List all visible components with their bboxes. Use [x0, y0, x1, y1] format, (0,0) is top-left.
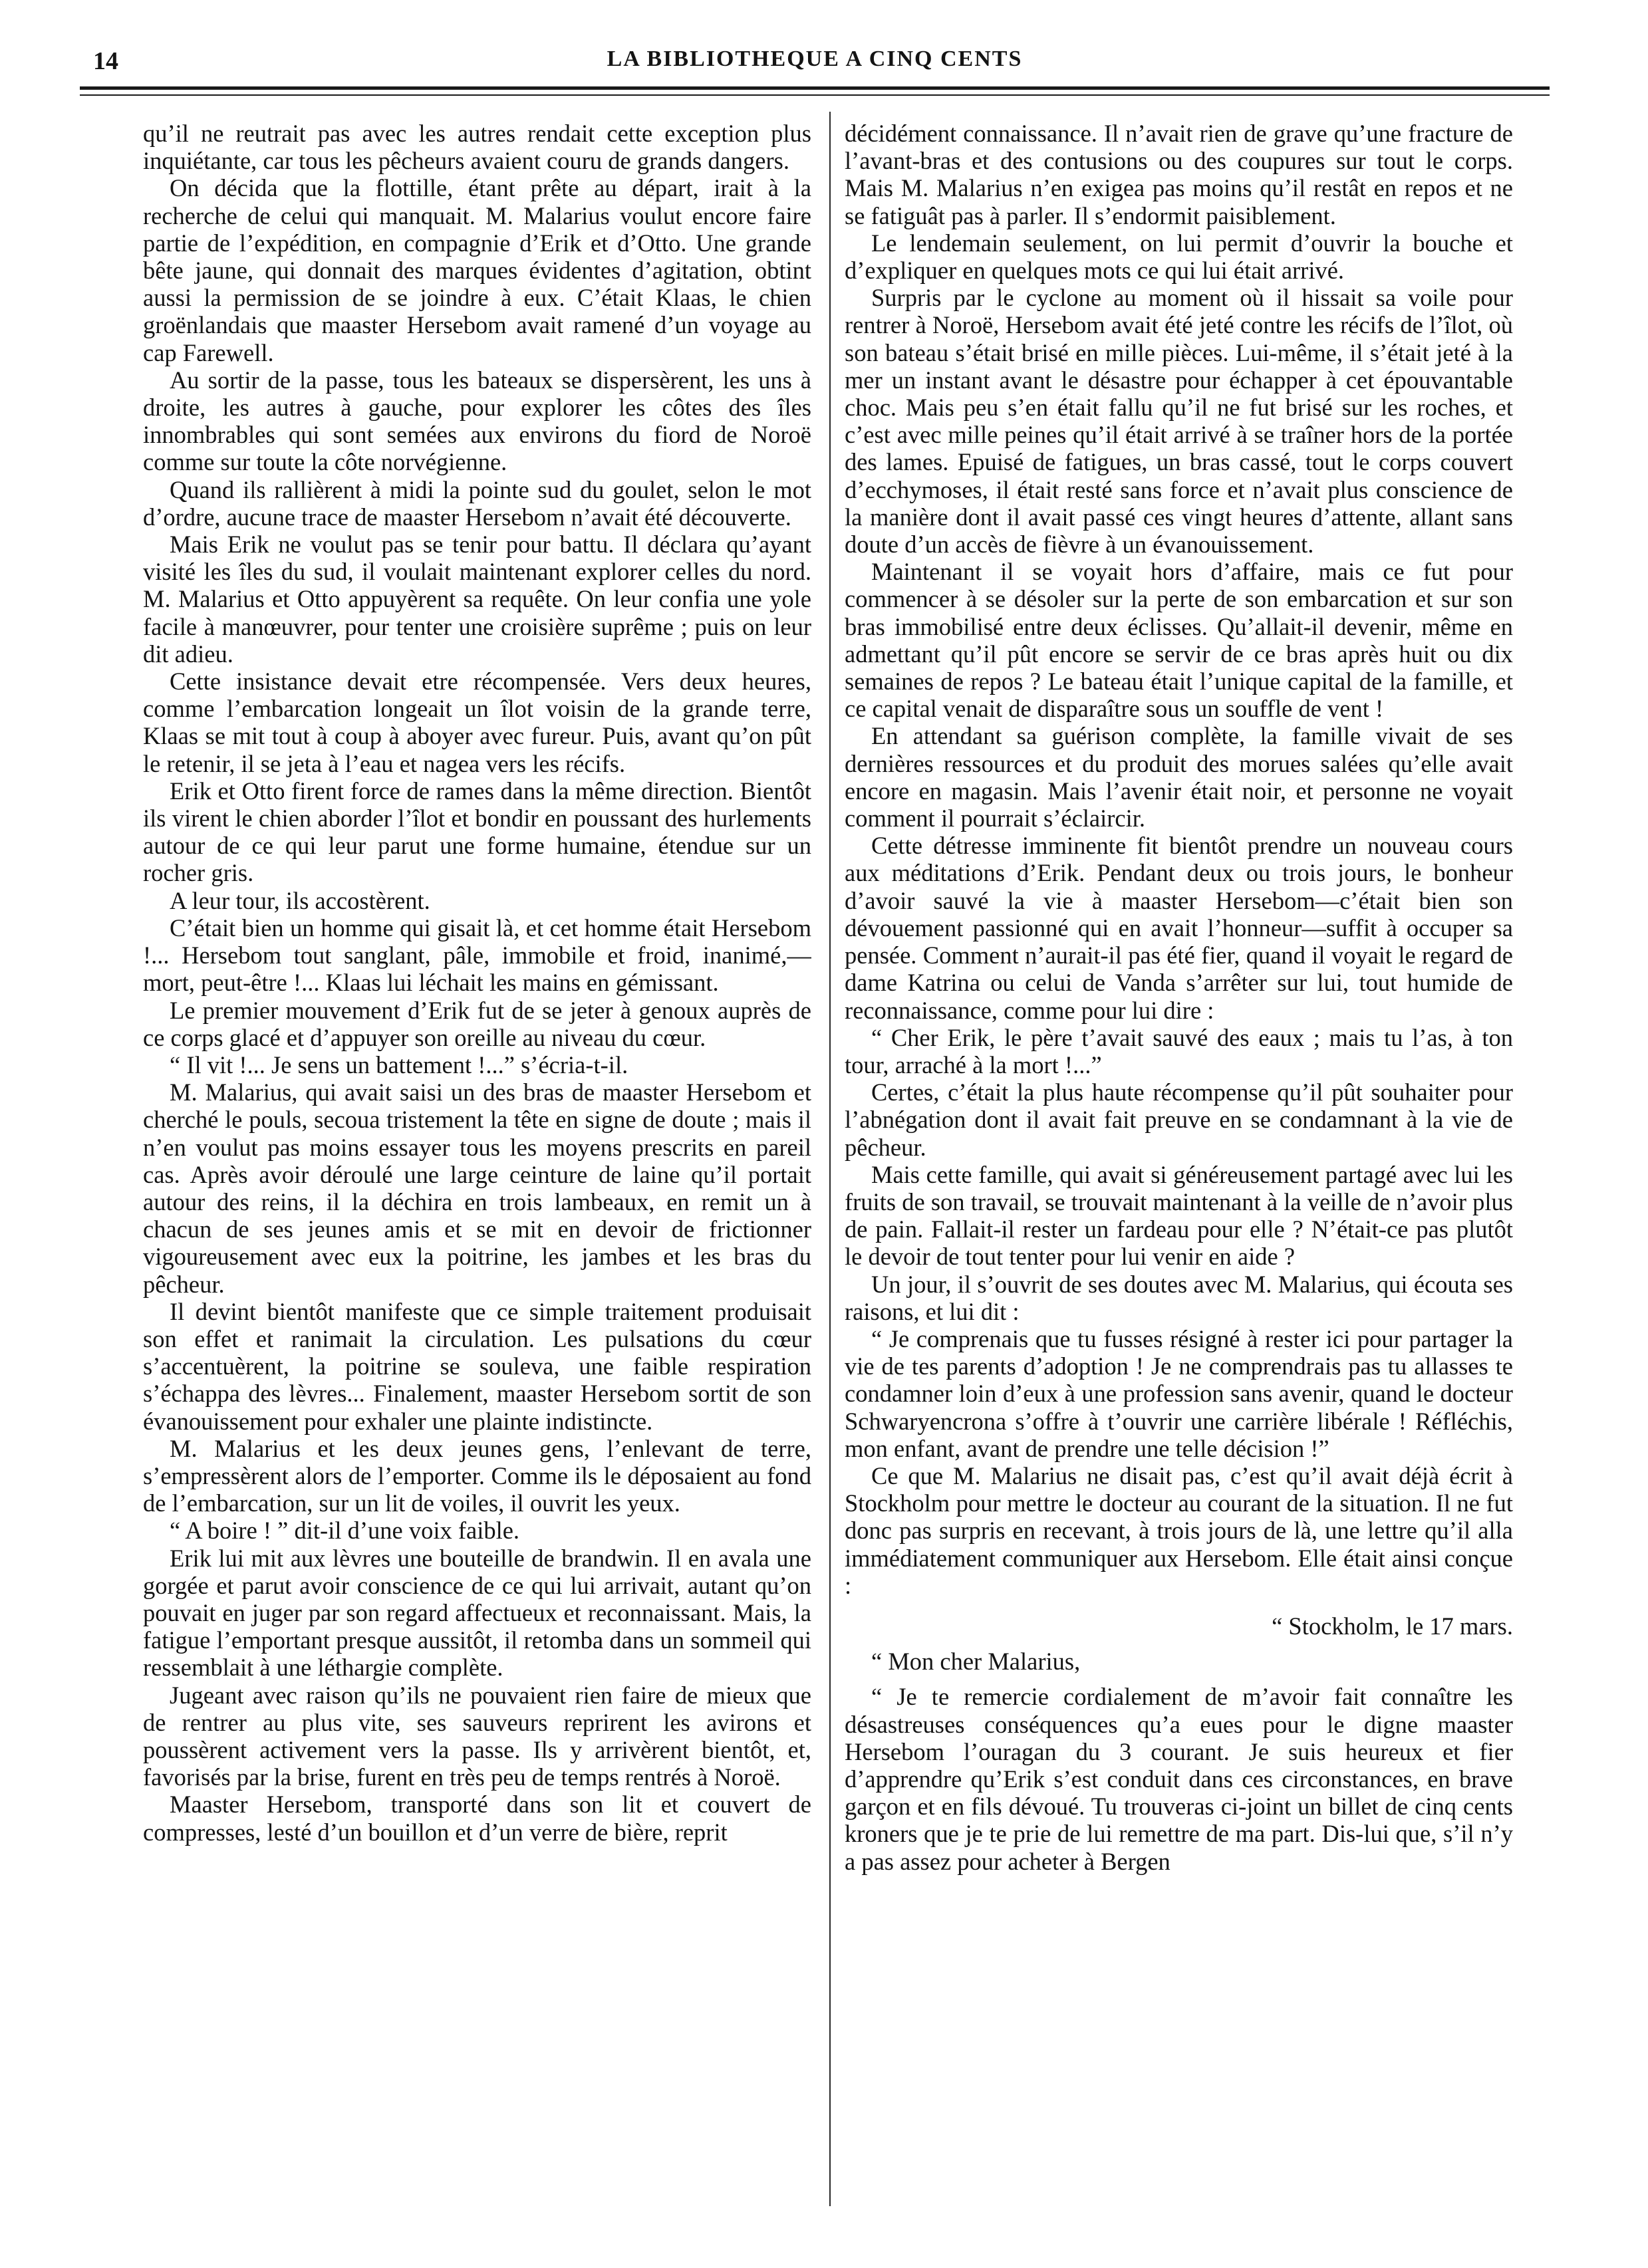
paragraph: Le premier mouvement d’Erik fut de se jeter à genoux auprès de ce corps glacé et d’appuyer son oreille au niveau du cœur. — [143, 996, 811, 1051]
paragraph: qu’il ne reutrait pas avec les autres rendait cette exception plus inquiétante, car tous les pêcheurs avaient couru de grands dangers. — [143, 120, 811, 175]
paragraph: Un jour, il s’ouvrit de ses doutes avec M. Malarius, qui écouta ses raisons, et lui dit : — [845, 1270, 1513, 1325]
paragraph: A leur tour, ils accostèrent. — [170, 886, 430, 914]
paragraph: Maintenant il se voyait hors d’affaire, mais ce fut pour commencer à se désoler sur la perte de son embarcation et sur son bras immobilisé entre deux éclisses. Qu’allait-il devenir, même en admettant qu’il pût encore se servir de ce bras après huit ou dix semaines de repos ? Le bateau était l’unique capital de la famille, et ce capital venait de disparaître sous un souffle de vent ! — [845, 558, 1513, 723]
paragraph: Mais Erik ne voulut pas se tenir pour battu. Il déclara qu’ayant visité les îles du sud, il voulait maintenant explorer celles du nord. M. Malarius et Otto appuyèrent sa requête. On leur confia une yole facile à manœuvrer, pour tenter une croisière suprême ; puis on leur dit adieu. — [143, 531, 811, 668]
paragraph: M. Malarius et les deux jeunes gens, l’enlevant de terre, s’empressèrent alors de l’emporter. Comme ils le déposaient au fond de l’embarcation, sur un lit de voiles, il ouvrit les yeux. — [143, 1434, 811, 1517]
paragraph: Erik et Otto firent force de rames dans la même direction. Bientôt ils virent le chien aborder l’îlot et bondir en poussant des hurlements autour de ce qui leur parut une forme humaine, étendue sur un rocher gris. — [143, 777, 811, 887]
paragraph: Surpris par le cyclone au moment où il hissait sa voile pour rentrer à Noroë, Hersebom avait été jeté contre les récifs de l’îlot, où son bateau s’était brisé en mille pièces. Lui-même, il s’était jeté à la mer un instant avant le désastre pour échapper à cet épouvantable choc. Mais peu s’en était fallu qu’il ne fut brisé sur les roches, et c’est avec mille peines qu’il était arrivé à se traîner hors de la portée des lames. Epuisé de fatigues, un bras cassé, tout le corps couvert d’ecchymoses, il était resté sans force et n’avait plus conscience de la manière dont il avait passé ces vingt heures d’attente, allant sans doute d’un accès de fièvre à un évanouissement. — [845, 284, 1513, 559]
paragraph: Cette insistance devait etre récompensée. Vers deux heures, comme l’embarcation longeait un îlot voisin de la grande terre, Klaas se mit tout à coup à aboyer avec fureur. Puis, avant qu’on pût le retenir, il se jeta à l’eau et nagea vers les récifs. — [143, 668, 811, 777]
paragraph: Cette détresse imminente fit bientôt prendre un nouveau cours aux méditations d’Erik. Pendant deux ou trois jours, le bonheur d’avoir sauvé la vie à maaster Hersebom—c’était bien son dévouement passionné qui en avait l’honneur—suffit à occuper sa pensée. Comment n’aurait-il pas été fier, quand il voyait le regard de dame Katrina ou celui de Vanda s’arrêter sur lui, tout humide de reconnaissance, comme pour lui dire : — [845, 832, 1513, 1024]
header-rule — [80, 86, 1550, 90]
paragraph: décidément connaissance. Il n’avait rien de grave qu’une fracture de l’avant-bras et des contusions ou des coupures sur tout le corps. Mais M. Malarius n’en exigea pas moins qu’il restât en repos et ne se fatiguât pas à parler. Il s’endormit paisiblement. — [845, 120, 1513, 229]
paragraph: Erik lui mit aux lèvres une bouteille de brandwin. Il en avala une gorgée et parut avoir conscience de ce qui lui arrivait, autant qu’on pouvait en juger par son regard affectueux et reconnaissant. Mais, la fatigue l’emportant presque aussitôt, il retomba dans un sommeil qui ressemblait à une léthargie complète. — [143, 1544, 811, 1682]
left-column — [143, 120, 811, 2214]
letter-dateline: “ Stockholm, le 17 mars. — [1272, 1612, 1513, 1640]
page-header — [80, 47, 1550, 86]
paragraph: En attendant sa guérison complète, la famille vivait de ses dernières ressources et du produit des morues salées qu’elle avait encore en magasin. Mais l’avenir était noir, et personne ne voyait comment il pourrait s’éclaircir. — [845, 722, 1513, 832]
header-rule-thin — [80, 94, 1550, 96]
paragraph: “ Je comprenais que tu fusses résigné à rester ici pour partager la vie de tes parents d’adoption ! Je ne comprendrais pas tu allasses te condamner loin d’eux à une profession sans avenir, quand le docteur Schwaryencrona s’offre à t’ouvrir une carrière libérale ! Réfléchis, mon enfant, avant de prendre une telle décision !” — [845, 1324, 1513, 1462]
page-number: 14 — [93, 47, 118, 75]
paragraph: On décida que la flottille, étant prête au départ, irait à la recherche de celui qui manquait. M. Malarius voulut encore faire partie de l’expédition, en compagnie d’Erik et d’Otto. Une grande bête jaune, qui donnait des marques évidentes d’agitation, obtint aussi la permission de se joindre à eux. C’était Klaas, le chien groënlandais que maaster Hersebom avait ramené d’un voyage au cap Farewell. — [143, 174, 811, 366]
paragraph: Mais cette famille, qui avait si généreusement partagé avec lui les fruits de son travail, se trouvait maintenant à la veille de n’avoir plus de pain. Fallait-il rester un fardeau pour elle ? N’était-ce pas plutôt le devoir de tout tenter pour lui venir en aide ? — [845, 1160, 1513, 1271]
letter-salutation: “ Mon cher Malarius, — [871, 1648, 1081, 1676]
column-divider — [829, 112, 831, 2206]
paragraph: Ce que M. Malarius ne disait pas, c’est qu’il avait déjà écrit à Stockholm pour mettre le docteur au courant de la situation. Il ne fut donc pas surpris en recevant, à trois jours de là, une lettre qu’il alla immédiatement communiquer aux Hersebom. Elle était ainsi conçue : — [845, 1461, 1513, 1599]
paragraph: Maaster Hersebom, transporté dans son lit et couvert de compresses, lesté d’un bouillon et d’un verre de bière, reprit — [143, 1791, 811, 1846]
paragraph: Il devint bientôt manifeste que ce simple traitement produisait son effet et ranimait la circulation. Les pulsations du cœur s’accentuèrent, la poitrine se souleva, une faible respiration s’échappa des lèvres... Finalement, maaster Hersebom sortit de son évanouissement pour exhaler une plainte indistincte. — [143, 1297, 811, 1435]
running-title: LA BIBLIOTHEQUE A CINQ CENTS — [607, 47, 1023, 71]
paragraph: “ Il vit !... Je sens un battement !...” s’écria-t-il. — [170, 1051, 628, 1078]
paragraph: “ Cher Erik, le père t’avait sauvé des eaux ; mais tu l’as, à ton tour, arraché à la mort !...” — [845, 1023, 1513, 1078]
paragraph: C’était bien un homme qui gisait là, et cet homme était Hersebom !... Hersebom tout sanglant, pâle, immobile et froid, inanimé,—mort, peut-être !... Klaas lui léchait les mains en gémissant. — [143, 914, 811, 997]
paragraph: Le lendemain seulement, on lui permit d’ouvrir la bouche et d’expliquer en quelques mots ce qui lui était arrivé. — [845, 229, 1513, 285]
paragraph: Certes, c’était la plus haute récompense qu’il pût souhaiter pour l’abnégation dont il avait fait preuve en se condamnant à la vie de pêcheur. — [845, 1078, 1513, 1161]
paragraph: Au sortir de la passe, tous les bateaux se dispersèrent, les uns à droite, les autres à gauche, pour explorer les côtes des îles innombrables qui sont semées aux environs du fiord de Noroë comme sur toute la côte norvégienne. — [143, 366, 811, 476]
paragraph: “ A boire ! ” dit-il d’une voix faible. — [170, 1517, 520, 1545]
paragraph: Quand ils rallièrent à midi la pointe sud du goulet, selon le mot d’ordre, aucune trace de maaster Hersebom n’avait été découverte. — [143, 475, 811, 531]
right-column — [845, 120, 1513, 2214]
paragraph: Jugeant avec raison qu’ils ne pouvaient rien faire de mieux que de rentrer au plus vite, ses sauveurs reprirent les avirons et poussèrent activement vers la passe. Ils y arrivèrent bientôt, et, favorisés par la brise, furent en très peu de temps rentrés à Noroë. — [143, 1681, 811, 1791]
letter-body: “ Je te remercie cordialement de m’avoir fait connaître les désastreuses conséquences qu’a eues pour le digne maaster Hersebom l’ouragan du 3 courant. Je suis heureux et fier d’apprendre qu’Erik s’est conduit dans ces circonstances, en brave garçon et en fils dévoué. Tu trouveras ci-joint un billet de cinq cents kroners que je te prie de lui remettre de ma part. Dis-lui que, s’il n’y a pas assez pour acheter à Bergen — [845, 1683, 1513, 1875]
paragraph: M. Malarius, qui avait saisi un des bras de maaster Hersebom et cherché le pouls, secoua tristement la tête en signe de doute ; mais il n’en voulut pas moins essayer tous les moyens prescrits en pareil cas. Après avoir déroulé une large ceinture de laine qu’il portait autour des reins, il la déchira en trois lambeaux, en remit un à chacun de ses jeunes amis et se mit en devoir de frictionner vigoureusement avec eux la poitrine, les jambes et les bras du pêcheur. — [143, 1078, 811, 1298]
